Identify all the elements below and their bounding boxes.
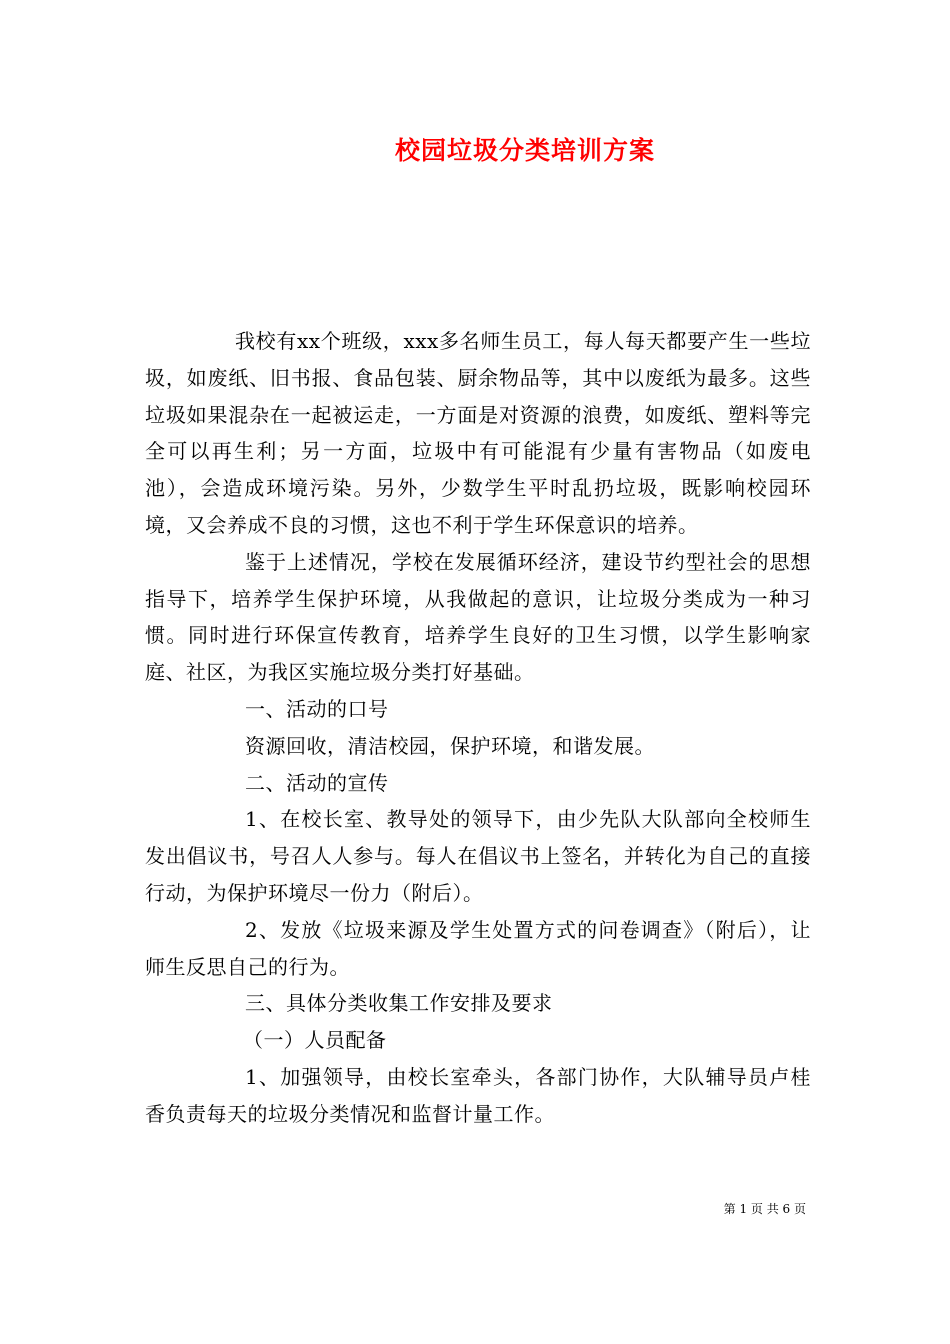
subsection-heading-staffing: （一）人员配备 (243, 1028, 387, 1053)
paragraph-staffing-1: 1、加强领导，由校长室牵头，各部门协作，大队辅导员卢桂香负责每天的垃圾分类情况和监督计量工作。 (145, 1064, 811, 1126)
section-heading-arrangement: 三、具体分类收集工作安排及要求 (245, 991, 553, 1016)
paragraph-publicity-2: 2、发放《垃圾来源及学生处置方式的问卷调查》（附后），让师生反思自己的行为。 (145, 917, 811, 979)
document-title: 校园垃圾分类培训方案 (394, 136, 655, 165)
paragraph-intro: 我校有xx个班级，xxx多名师生员工，每人每天都要产生一些垃圾，如废纸、旧书报、食品包装、厨余物品等，其中以废纸为最多。这些垃圾如果混杂在一起被运走，一方面是对资源的浪费，如废纸、塑料等完全可以再生利；另一方面，垃圾中有可能混有少量有害物品（如废电池），会造成环境污染。另外，少数学生平时乱扔垃圾，既影响校园环境，又会养成不良的习惯，这也不利于学生环保意识的培养。 (145, 329, 811, 537)
section-heading-publicity: 二、活动的宣传 (245, 770, 389, 795)
section-heading-slogan: 一、活动的口号 (245, 696, 389, 721)
page-number-footer: 第 1 页 共 6 页 (723, 1202, 806, 1216)
paragraph-publicity-1: 1、在校长室、教导处的领导下，由少先队大队部向全校师生发出倡议书，号召人人参与。每人在倡议书上签名，并转化为自己的直接行动，为保护环境尽一份力（附后）。 (145, 807, 811, 905)
paragraph-context: 鉴于上述情况，学校在发展循环经济，建设节约型社会的思想指导下，培养学生保护环境，从我做起的意识，让垃圾分类成为一种习惯。同时进行环保宣传教育，培养学生良好的卫生习惯，以学生影响家庭、社区，为我区实施垃圾分类打好基础。 (145, 549, 811, 685)
document-body (145, 323, 811, 1133)
paragraph-slogan: 资源回收，清洁校园，保护环境，和谐发展。 (245, 733, 655, 758)
